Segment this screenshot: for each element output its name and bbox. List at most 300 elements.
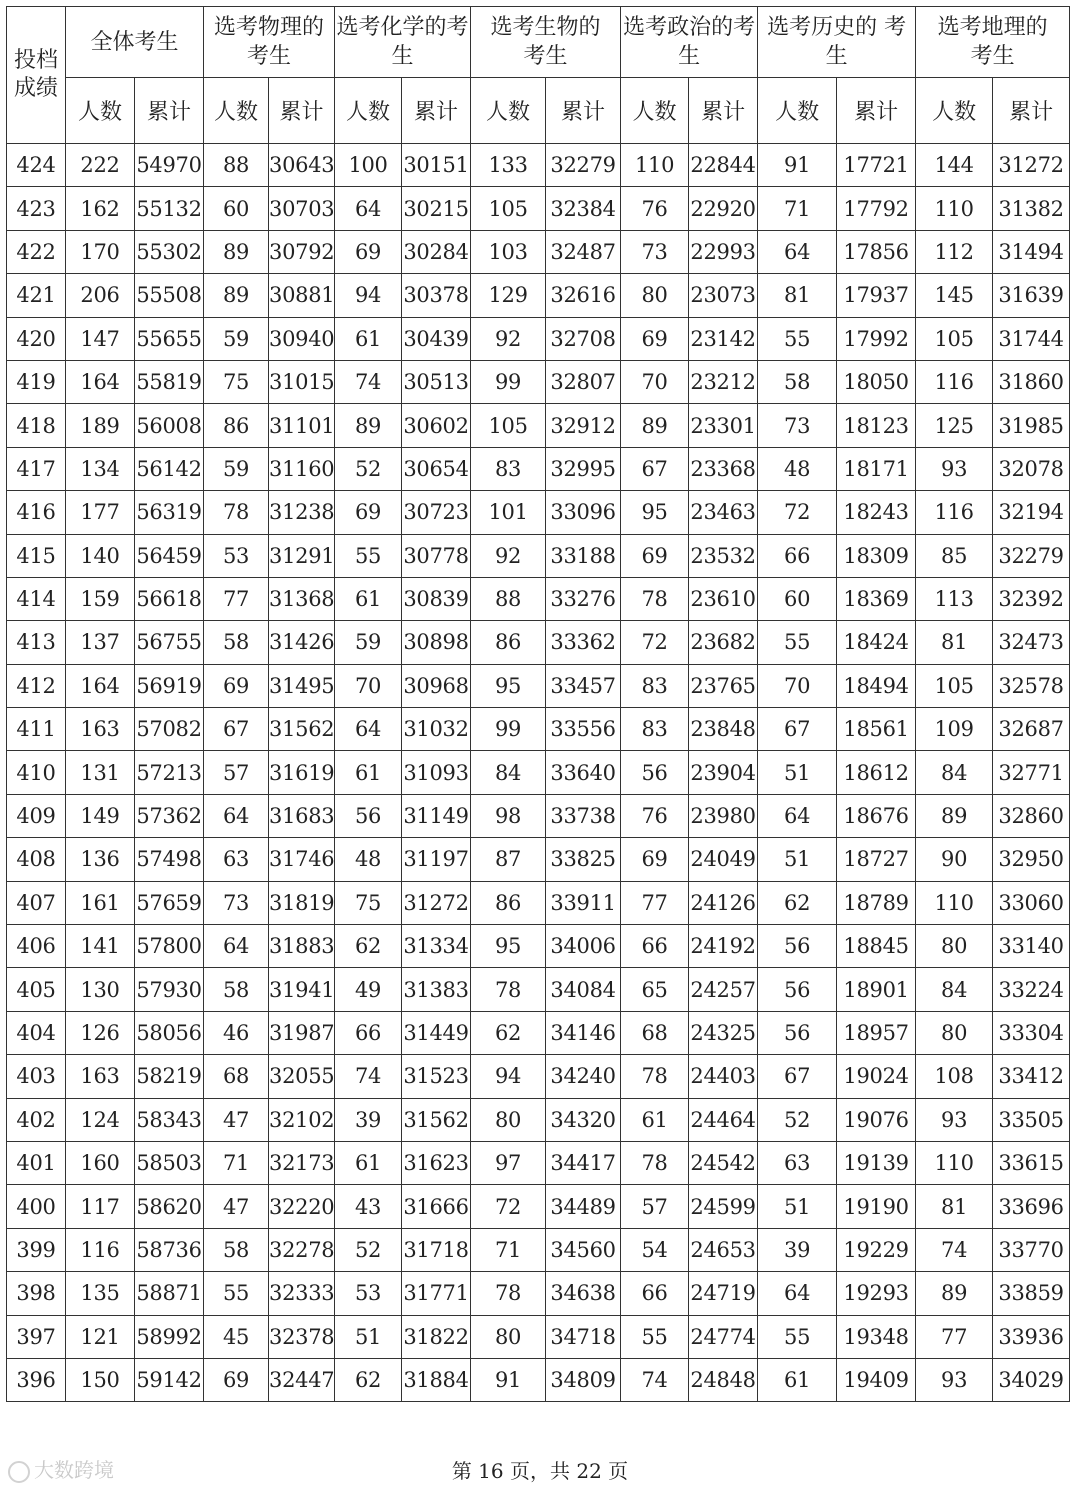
count-cell: 99 — [471, 360, 546, 403]
cumulative-cell: 23848 — [689, 708, 758, 751]
cumulative-cell: 33304 — [993, 1011, 1070, 1054]
cumulative-cell: 57082 — [135, 708, 204, 751]
cumulative-cell: 32384 — [546, 187, 621, 230]
count-cell: 67 — [621, 447, 689, 490]
cumulative-header: 累计 — [689, 78, 758, 144]
count-cell: 94 — [335, 274, 402, 317]
count-cell: 89 — [204, 274, 269, 317]
cumulative-cell: 33224 — [993, 968, 1070, 1011]
count-cell: 177 — [66, 491, 135, 534]
table-row — [7, 1315, 1070, 1358]
table-row — [7, 360, 1070, 403]
count-cell: 137 — [66, 621, 135, 664]
count-cell: 58 — [204, 968, 269, 1011]
cumulative-cell: 31860 — [993, 360, 1070, 403]
cumulative-cell: 30439 — [402, 317, 471, 360]
cumulative-cell: 54970 — [135, 144, 204, 187]
count-cell: 80 — [471, 1098, 546, 1141]
cumulative-cell: 24848 — [689, 1358, 758, 1401]
group-header: 选考地理的考生 — [916, 7, 1070, 78]
cumulative-cell: 33140 — [993, 925, 1070, 968]
count-cell: 69 — [335, 230, 402, 273]
cumulative-cell: 31149 — [402, 794, 471, 837]
cumulative-cell: 31015 — [269, 360, 335, 403]
count-cell: 92 — [471, 534, 546, 577]
cumulative-cell: 19024 — [837, 1055, 916, 1098]
score-cell: 417 — [7, 447, 66, 490]
cumulative-cell: 34417 — [546, 1141, 621, 1184]
table-row — [7, 1228, 1070, 1271]
count-cell: 62 — [335, 1358, 402, 1401]
count-cell: 78 — [471, 1272, 546, 1315]
cumulative-cell: 18050 — [837, 360, 916, 403]
cumulative-cell: 32616 — [546, 274, 621, 317]
cumulative-cell: 31819 — [269, 881, 335, 924]
cumulative-cell: 32995 — [546, 447, 621, 490]
cumulative-cell: 31746 — [269, 838, 335, 881]
score-cell: 400 — [7, 1185, 66, 1228]
score-cell: 401 — [7, 1141, 66, 1184]
score-cell: 413 — [7, 621, 66, 664]
count-cell: 70 — [758, 664, 837, 707]
cumulative-cell: 57930 — [135, 968, 204, 1011]
count-cell: 71 — [204, 1141, 269, 1184]
count-cell: 159 — [66, 577, 135, 620]
cumulative-cell: 24325 — [689, 1011, 758, 1054]
count-cell: 73 — [204, 881, 269, 924]
cumulative-cell: 59142 — [135, 1358, 204, 1401]
table-row — [7, 1185, 1070, 1228]
cumulative-cell: 24126 — [689, 881, 758, 924]
count-cell: 160 — [66, 1141, 135, 1184]
cumulative-cell: 30602 — [402, 404, 471, 447]
count-cell: 71 — [471, 1228, 546, 1271]
score-cell: 416 — [7, 491, 66, 534]
count-cell: 64 — [758, 794, 837, 837]
count-cell: 53 — [335, 1272, 402, 1315]
group-header: 选考政治的考生 — [621, 7, 758, 78]
cumulative-cell: 31093 — [402, 751, 471, 794]
table-row — [7, 968, 1070, 1011]
count-cell: 64 — [335, 187, 402, 230]
cumulative-cell: 56459 — [135, 534, 204, 577]
count-cell: 164 — [66, 664, 135, 707]
count-cell: 69 — [335, 491, 402, 534]
cumulative-cell: 24049 — [689, 838, 758, 881]
cumulative-cell: 22920 — [689, 187, 758, 230]
count-cell: 69 — [204, 664, 269, 707]
cumulative-cell: 58503 — [135, 1141, 204, 1184]
count-cell: 163 — [66, 708, 135, 751]
count-cell: 150 — [66, 1358, 135, 1401]
table-row — [7, 925, 1070, 968]
cumulative-cell: 32378 — [269, 1315, 335, 1358]
cumulative-cell: 57498 — [135, 838, 204, 881]
count-cell: 147 — [66, 317, 135, 360]
cumulative-cell: 34029 — [993, 1358, 1070, 1401]
count-cell: 70 — [335, 664, 402, 707]
cumulative-cell: 24653 — [689, 1228, 758, 1271]
score-cell: 404 — [7, 1011, 66, 1054]
table-row — [7, 577, 1070, 620]
cumulative-cell: 18171 — [837, 447, 916, 490]
cumulative-cell: 18901 — [837, 968, 916, 1011]
count-cell: 91 — [758, 144, 837, 187]
cumulative-cell: 31368 — [269, 577, 335, 620]
count-header: 人数 — [204, 78, 269, 144]
count-cell: 129 — [471, 274, 546, 317]
count-cell: 121 — [66, 1315, 135, 1358]
count-cell: 84 — [471, 751, 546, 794]
count-cell: 89 — [335, 404, 402, 447]
count-cell: 49 — [335, 968, 402, 1011]
count-cell: 141 — [66, 925, 135, 968]
cumulative-cell: 23904 — [689, 751, 758, 794]
count-cell: 91 — [471, 1358, 546, 1401]
count-cell: 116 — [66, 1228, 135, 1271]
count-cell: 222 — [66, 144, 135, 187]
cumulative-cell: 55302 — [135, 230, 204, 273]
cumulative-cell: 18676 — [837, 794, 916, 837]
count-cell: 84 — [916, 968, 993, 1011]
cumulative-cell: 24403 — [689, 1055, 758, 1098]
count-cell: 110 — [916, 881, 993, 924]
count-cell: 55 — [335, 534, 402, 577]
table-row — [7, 1011, 1070, 1054]
cumulative-cell: 18789 — [837, 881, 916, 924]
count-cell: 164 — [66, 360, 135, 403]
cumulative-cell: 31032 — [402, 708, 471, 751]
cumulative-cell: 32912 — [546, 404, 621, 447]
cumulative-cell: 56919 — [135, 664, 204, 707]
cumulative-cell: 30215 — [402, 187, 471, 230]
count-cell: 60 — [758, 577, 837, 620]
count-cell: 51 — [335, 1315, 402, 1358]
cumulative-cell: 31382 — [993, 187, 1070, 230]
cumulative-cell: 18727 — [837, 838, 916, 881]
cumulative-cell: 33096 — [546, 491, 621, 534]
cumulative-cell: 19139 — [837, 1141, 916, 1184]
cumulative-cell: 32687 — [993, 708, 1070, 751]
count-cell: 83 — [621, 708, 689, 751]
cumulative-cell: 17721 — [837, 144, 916, 187]
table-row — [7, 534, 1070, 577]
cumulative-cell: 23682 — [689, 621, 758, 664]
cumulative-cell: 31272 — [402, 881, 471, 924]
cumulative-cell: 18957 — [837, 1011, 916, 1054]
score-cell: 423 — [7, 187, 66, 230]
cumulative-cell: 31383 — [402, 968, 471, 1011]
score-table — [6, 6, 1070, 1402]
cumulative-cell: 19293 — [837, 1272, 916, 1315]
count-cell: 116 — [916, 360, 993, 403]
score-cell: 405 — [7, 968, 66, 1011]
cumulative-cell: 32102 — [269, 1098, 335, 1141]
count-cell: 93 — [916, 447, 993, 490]
count-cell: 105 — [916, 317, 993, 360]
group-header: 选考物理的考生 — [204, 7, 335, 78]
cumulative-cell: 32333 — [269, 1272, 335, 1315]
table-row — [7, 1358, 1070, 1401]
cumulative-cell: 31495 — [269, 664, 335, 707]
cumulative-cell: 55819 — [135, 360, 204, 403]
cumulative-cell: 17992 — [837, 317, 916, 360]
cumulative-cell: 33457 — [546, 664, 621, 707]
cumulative-cell: 23765 — [689, 664, 758, 707]
count-cell: 55 — [758, 1315, 837, 1358]
count-cell: 134 — [66, 447, 135, 490]
count-cell: 75 — [335, 881, 402, 924]
count-cell: 67 — [758, 1055, 837, 1098]
count-cell: 81 — [758, 274, 837, 317]
count-cell: 116 — [916, 491, 993, 534]
sub-header-row — [7, 78, 1070, 144]
count-cell: 62 — [758, 881, 837, 924]
cumulative-cell: 32447 — [269, 1358, 335, 1401]
count-cell: 80 — [916, 1011, 993, 1054]
cumulative-cell: 32078 — [993, 447, 1070, 490]
cumulative-cell: 18243 — [837, 491, 916, 534]
cumulative-cell: 58620 — [135, 1185, 204, 1228]
count-cell: 189 — [66, 404, 135, 447]
count-cell: 76 — [621, 794, 689, 837]
count-cell: 110 — [916, 187, 993, 230]
count-cell: 51 — [758, 1185, 837, 1228]
count-cell: 86 — [471, 621, 546, 664]
cumulative-cell: 32578 — [993, 664, 1070, 707]
cumulative-cell: 19409 — [837, 1358, 916, 1401]
cumulative-cell: 32055 — [269, 1055, 335, 1098]
table-row — [7, 404, 1070, 447]
cumulative-cell: 31884 — [402, 1358, 471, 1401]
cumulative-cell: 17792 — [837, 187, 916, 230]
cumulative-cell: 18309 — [837, 534, 916, 577]
count-cell: 71 — [758, 187, 837, 230]
count-cell: 81 — [916, 1185, 993, 1228]
score-cell: 414 — [7, 577, 66, 620]
count-cell: 88 — [471, 577, 546, 620]
cumulative-cell: 32220 — [269, 1185, 335, 1228]
cumulative-cell: 24192 — [689, 925, 758, 968]
table-row — [7, 274, 1070, 317]
count-cell: 95 — [621, 491, 689, 534]
score-header: 投档成绩 — [7, 7, 66, 144]
count-cell: 100 — [335, 144, 402, 187]
cumulative-cell: 56142 — [135, 447, 204, 490]
count-cell: 144 — [916, 144, 993, 187]
score-cell: 408 — [7, 838, 66, 881]
count-cell: 74 — [335, 360, 402, 403]
count-cell: 92 — [471, 317, 546, 360]
count-cell: 78 — [621, 577, 689, 620]
cumulative-cell: 18369 — [837, 577, 916, 620]
count-cell: 112 — [916, 230, 993, 273]
count-cell: 73 — [758, 404, 837, 447]
cumulative-cell: 58992 — [135, 1315, 204, 1358]
cumulative-cell: 33412 — [993, 1055, 1070, 1098]
cumulative-cell: 55655 — [135, 317, 204, 360]
cumulative-cell: 33911 — [546, 881, 621, 924]
count-cell: 87 — [471, 838, 546, 881]
table-row — [7, 838, 1070, 881]
table-row — [7, 794, 1070, 837]
cumulative-cell: 32771 — [993, 751, 1070, 794]
cumulative-cell: 33188 — [546, 534, 621, 577]
count-header: 人数 — [916, 78, 993, 144]
score-cell: 402 — [7, 1098, 66, 1141]
count-cell: 73 — [621, 230, 689, 273]
cumulative-cell: 17856 — [837, 230, 916, 273]
count-cell: 64 — [758, 1272, 837, 1315]
cumulative-cell: 23463 — [689, 491, 758, 534]
count-cell: 89 — [916, 1272, 993, 1315]
cumulative-cell: 17937 — [837, 274, 916, 317]
count-cell: 65 — [621, 968, 689, 1011]
cumulative-cell: 18561 — [837, 708, 916, 751]
cumulative-cell: 34489 — [546, 1185, 621, 1228]
cumulative-cell: 33738 — [546, 794, 621, 837]
table-row — [7, 1141, 1070, 1184]
count-cell: 136 — [66, 838, 135, 881]
count-cell: 93 — [916, 1098, 993, 1141]
count-header: 人数 — [66, 78, 135, 144]
cumulative-header: 累计 — [402, 78, 471, 144]
cumulative-cell: 34146 — [546, 1011, 621, 1054]
cumulative-cell: 34718 — [546, 1315, 621, 1358]
count-cell: 39 — [758, 1228, 837, 1271]
count-cell: 64 — [335, 708, 402, 751]
count-cell: 133 — [471, 144, 546, 187]
count-cell: 103 — [471, 230, 546, 273]
count-cell: 94 — [471, 1055, 546, 1098]
cumulative-cell: 32473 — [993, 621, 1070, 664]
cumulative-cell: 30839 — [402, 577, 471, 620]
cumulative-cell: 32173 — [269, 1141, 335, 1184]
count-cell: 89 — [621, 404, 689, 447]
count-cell: 58 — [204, 1228, 269, 1271]
count-cell: 84 — [916, 751, 993, 794]
cumulative-cell: 31272 — [993, 144, 1070, 187]
count-cell: 130 — [66, 968, 135, 1011]
cumulative-cell: 58343 — [135, 1098, 204, 1141]
cumulative-cell: 19229 — [837, 1228, 916, 1271]
cumulative-cell: 33859 — [993, 1272, 1070, 1315]
cumulative-cell: 58736 — [135, 1228, 204, 1271]
count-cell: 93 — [916, 1358, 993, 1401]
cumulative-cell: 31160 — [269, 447, 335, 490]
count-cell: 57 — [621, 1185, 689, 1228]
count-cell: 74 — [916, 1228, 993, 1271]
cumulative-cell: 23301 — [689, 404, 758, 447]
count-cell: 55 — [621, 1315, 689, 1358]
cumulative-cell: 31771 — [402, 1272, 471, 1315]
count-cell: 63 — [204, 838, 269, 881]
cumulative-cell: 31334 — [402, 925, 471, 968]
cumulative-cell: 18612 — [837, 751, 916, 794]
cumulative-cell: 31523 — [402, 1055, 471, 1098]
count-cell: 74 — [335, 1055, 402, 1098]
cumulative-cell: 31449 — [402, 1011, 471, 1054]
cumulative-cell: 58219 — [135, 1055, 204, 1098]
count-cell: 109 — [916, 708, 993, 751]
count-header: 人数 — [335, 78, 402, 144]
count-cell: 70 — [621, 360, 689, 403]
count-cell: 56 — [758, 925, 837, 968]
cumulative-cell: 31197 — [402, 838, 471, 881]
cumulative-cell: 31291 — [269, 534, 335, 577]
cumulative-cell: 30654 — [402, 447, 471, 490]
count-cell: 145 — [916, 274, 993, 317]
count-cell: 61 — [335, 1141, 402, 1184]
cumulative-cell: 18845 — [837, 925, 916, 968]
cumulative-cell: 55132 — [135, 187, 204, 230]
cumulative-cell: 22993 — [689, 230, 758, 273]
count-header: 人数 — [758, 78, 837, 144]
count-cell: 131 — [66, 751, 135, 794]
count-cell: 58 — [204, 621, 269, 664]
cumulative-cell: 31987 — [269, 1011, 335, 1054]
score-cell: 411 — [7, 708, 66, 751]
cumulative-cell: 30378 — [402, 274, 471, 317]
score-cell: 409 — [7, 794, 66, 837]
cumulative-cell: 31683 — [269, 794, 335, 837]
table-row — [7, 751, 1070, 794]
cumulative-cell: 30284 — [402, 230, 471, 273]
count-cell: 59 — [335, 621, 402, 664]
count-cell: 110 — [621, 144, 689, 187]
count-cell: 149 — [66, 794, 135, 837]
count-cell: 67 — [204, 708, 269, 751]
cumulative-cell: 57362 — [135, 794, 204, 837]
count-cell: 77 — [621, 881, 689, 924]
count-cell: 45 — [204, 1315, 269, 1358]
score-cell: 410 — [7, 751, 66, 794]
cumulative-cell: 31941 — [269, 968, 335, 1011]
cumulative-cell: 58871 — [135, 1272, 204, 1315]
count-cell: 61 — [758, 1358, 837, 1401]
table-row — [7, 881, 1070, 924]
count-cell: 39 — [335, 1098, 402, 1141]
cumulative-cell: 32279 — [993, 534, 1070, 577]
count-cell: 81 — [916, 621, 993, 664]
cumulative-cell: 34320 — [546, 1098, 621, 1141]
score-cell: 396 — [7, 1358, 66, 1401]
count-cell: 161 — [66, 881, 135, 924]
count-cell: 105 — [471, 404, 546, 447]
count-cell: 105 — [471, 187, 546, 230]
count-cell: 55 — [204, 1272, 269, 1315]
count-cell: 48 — [758, 447, 837, 490]
count-cell: 126 — [66, 1011, 135, 1054]
count-cell: 69 — [621, 838, 689, 881]
count-header: 人数 — [621, 78, 689, 144]
cumulative-cell: 33770 — [993, 1228, 1070, 1271]
score-cell: 415 — [7, 534, 66, 577]
cumulative-cell: 18424 — [837, 621, 916, 664]
cumulative-cell: 32194 — [993, 491, 1070, 534]
count-cell: 113 — [916, 577, 993, 620]
count-cell: 52 — [758, 1098, 837, 1141]
cumulative-cell: 30940 — [269, 317, 335, 360]
count-cell: 170 — [66, 230, 135, 273]
cumulative-cell: 31822 — [402, 1315, 471, 1358]
cumulative-cell: 33640 — [546, 751, 621, 794]
count-cell: 54 — [621, 1228, 689, 1271]
cumulative-cell: 32278 — [269, 1228, 335, 1271]
count-cell: 95 — [471, 664, 546, 707]
cumulative-header: 累计 — [993, 78, 1070, 144]
cumulative-cell: 33276 — [546, 577, 621, 620]
